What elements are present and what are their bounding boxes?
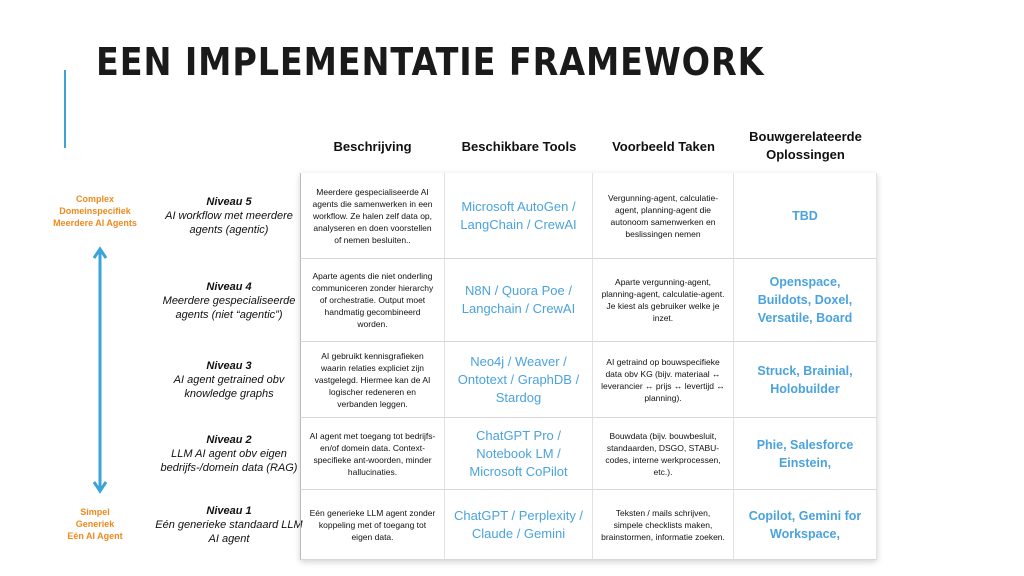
header-tools: Beschikbare Tools — [461, 138, 577, 154]
double-arrow-icon — [92, 246, 108, 494]
level-subtitle: Eén generieke standaard LLM AI agent — [155, 519, 303, 545]
description-cell: Eén generieke LLM agent zonder koppeling met of toegang tot eigen data. — [300, 490, 445, 560]
header-taken: Voorbeeld Taken — [612, 138, 715, 154]
solutions-cell: TBD — [734, 173, 877, 259]
level-subtitle: Meerdere gespecialiseerde agents (niet “agentic”) — [162, 294, 296, 321]
tasks-cell: Bouwdata (bijv. bouwbesluit, standaarden, DSGO, STABU-codes, interne werkprocessen, etc.). — [593, 418, 734, 490]
level-title: Niveau 3 — [206, 360, 252, 372]
axis-top-line-2: Domeinspecifiek — [59, 206, 131, 216]
tasks-cell: AI getraind op bouwspecifieke data obv KG (bijv. materiaal ↔ leverancier ↔ prijs ↔ levertijd ↔ planning). — [593, 342, 734, 418]
description-cell: Meerdere gespecialiseerde AI agents die samenwerken in een workflow. Ze halen zelf data op, analyseren en doen voorstellen of nemen besluiten.. — [300, 173, 445, 259]
tasks-cell: Teksten / mails schrijven, simpele checklists maken, brainstormen, informatie zoeken. — [593, 490, 734, 560]
solutions-cell: Copilot, Gemini for Workspace, — [734, 490, 877, 560]
description-cell: Aparte agents die niet onderling communiceren zonder hierarchy of orchestratie. Output moet handmatig gecombineerd worden. — [300, 259, 445, 342]
description-cell: AI gebruikt kennisgrafieken waarin relaties expliciet zijn vastgelegd. Hiermee kan de AI logischer redeneren en verbanden leggen. — [300, 342, 445, 418]
level-row-2 — [155, 418, 303, 490]
axis-top-label — [40, 193, 150, 229]
header-beschrijving: Beschrijving — [333, 138, 412, 154]
level-title: Niveau 2 — [206, 434, 252, 446]
solutions-cell: Openspace, Buildots, Doxel, Versatile, Board — [734, 259, 877, 342]
slide-title: EEN IMPLEMENTATIE FRAMEWORK — [96, 40, 765, 84]
tasks-cell: Aparte vergunning-agent, planning-agent, calculatie-agent. Je kiest als gebruiker welke je inzet. — [593, 259, 734, 342]
tools-cell: Microsoft AutoGen / LangChain / CrewAI — [445, 173, 593, 259]
axis-bottom-line-1: Simpel — [80, 507, 110, 517]
axis-bottom-line-3: Eén AI Agent — [67, 531, 123, 541]
axis-bottom-label — [40, 506, 150, 542]
solutions-cell: Struck, Brainial, Holobuilder — [734, 342, 877, 418]
level-row-1 — [155, 490, 303, 560]
level-subtitle: LLM AI agent obv eigen bedrijfs-/domein data (RAG) — [160, 448, 298, 474]
tasks-cell: Vergunning-agent, calculatie-agent, planning-agent die autonoom samenwerken en beslissingen nemen — [593, 173, 734, 259]
axis-bottom-line-2: Generiek — [75, 519, 115, 529]
tools-cell: ChatGPT / Perplexity / Claude / Gemini — [445, 490, 593, 560]
header-oplossingen: Bouwgerelateerde Oplossingen — [749, 129, 862, 162]
level-row-3 — [155, 342, 303, 418]
level-title: Niveau 4 — [206, 280, 252, 293]
level-title: Niveau 5 — [206, 196, 252, 208]
level-row-5 — [155, 173, 303, 259]
description-cell: AI agent met toegang tot bedrijfs- en/of domein data. Context-specifieke ant-woorden, minder hallucinaties. — [300, 418, 445, 490]
level-title: Niveau 1 — [206, 505, 252, 517]
level-subtitle: AI workflow met meerdere agents (agentic) — [165, 210, 293, 236]
axis-top-line-3: Meerdere AI Agents — [53, 218, 137, 228]
level-subtitle: AI agent getrained obv knowledge graphs — [173, 374, 285, 400]
axis-top-line-1: Complex — [75, 194, 114, 204]
tools-cell: ChatGPT Pro / Notebook LM / Microsoft CoPilot — [445, 418, 593, 490]
accent-bar — [64, 70, 66, 148]
tools-cell: Neo4j / Weaver / Ontotext / GraphDB / Stardog — [445, 342, 593, 418]
solutions-cell: Phie, Salesforce Einstein, — [734, 418, 877, 490]
tools-cell: N8N / Quora Poe / Langchain / CrewAI — [445, 259, 593, 342]
level-row-4 — [155, 259, 303, 342]
